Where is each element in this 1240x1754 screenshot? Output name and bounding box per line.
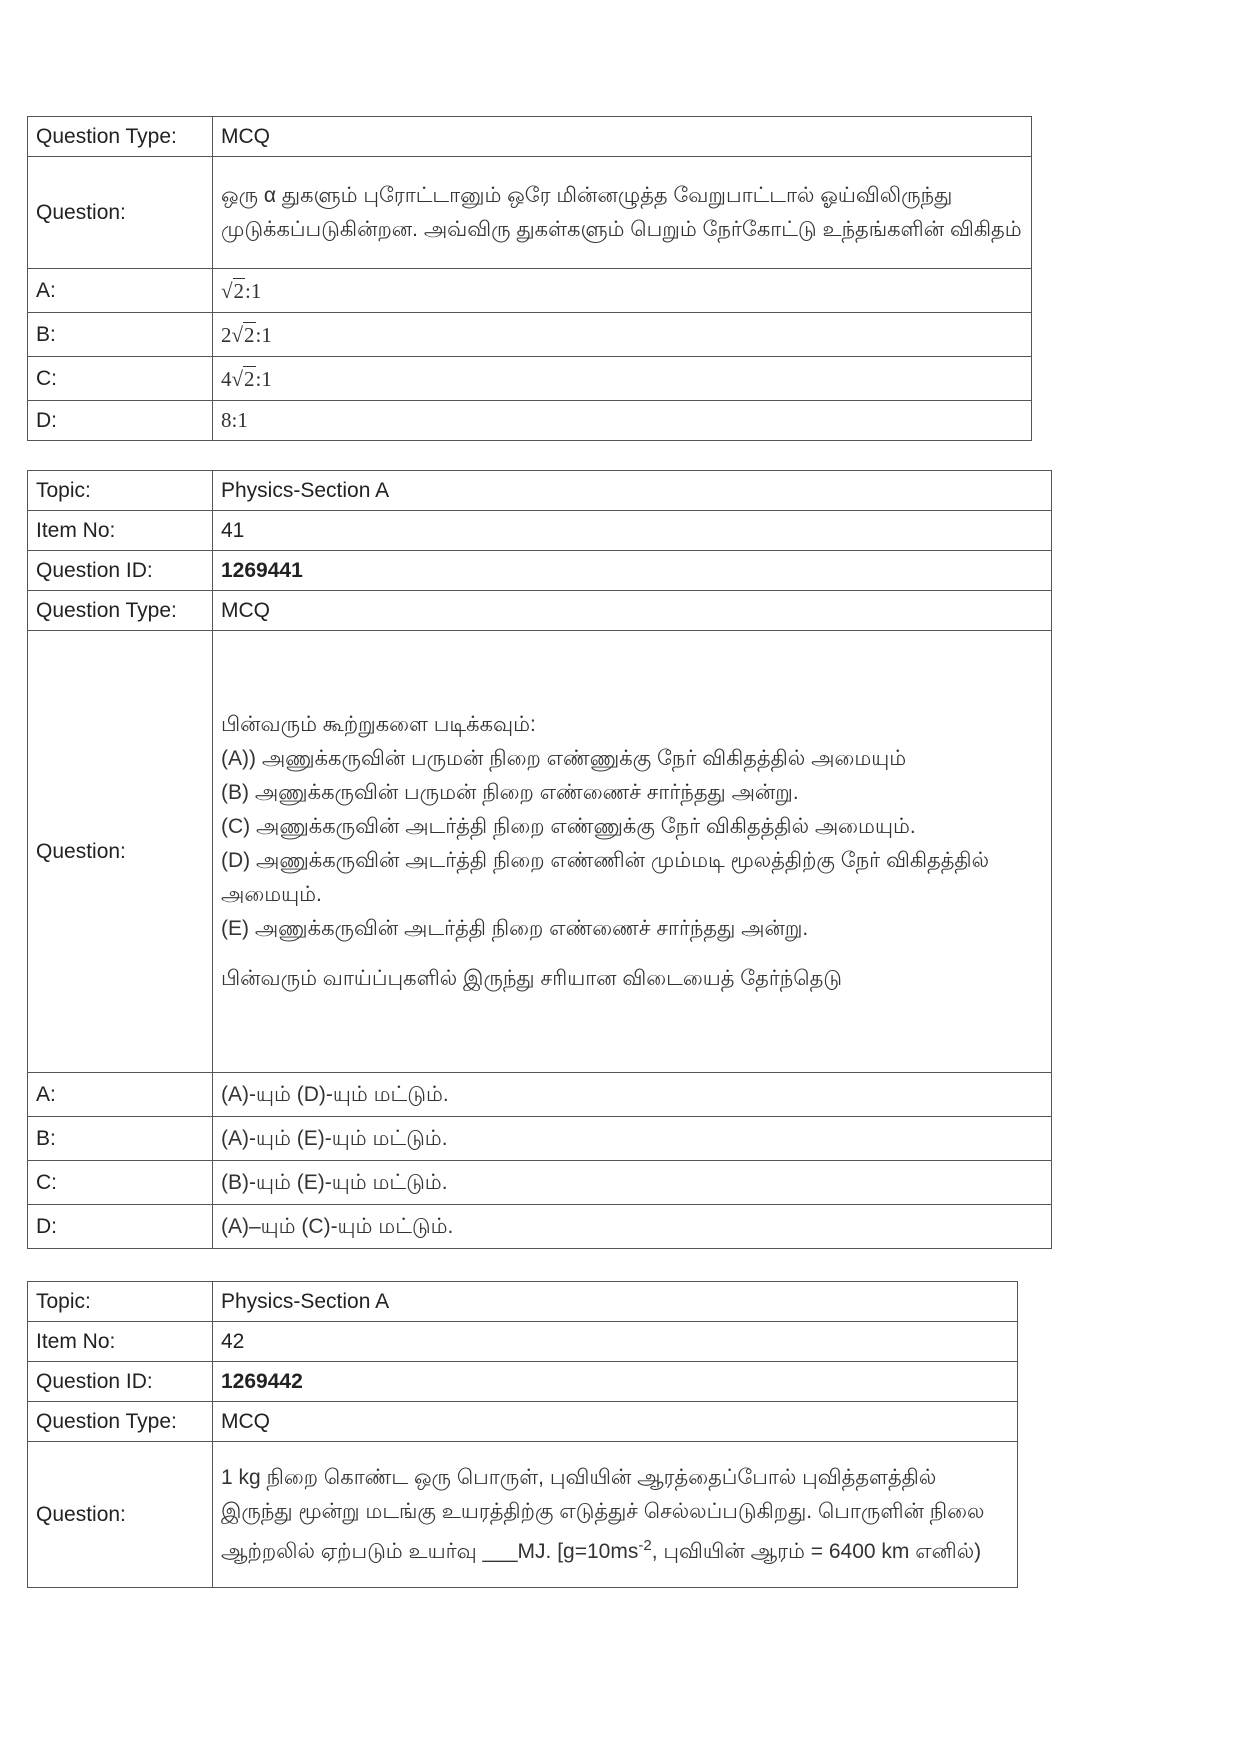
item-no-label: Item No: bbox=[28, 511, 213, 551]
option-b-label: B: bbox=[28, 313, 213, 357]
item-no-label: Item No: bbox=[28, 1322, 213, 1362]
option-a-text: (A)-யும் (D)-யும் மட்டும். bbox=[213, 1073, 1052, 1117]
question-id-label: Question ID: bbox=[28, 551, 213, 591]
question-label: Question: bbox=[28, 1442, 213, 1588]
question-id-bold: 1269441 bbox=[221, 558, 303, 582]
option-b-text: (A)-யும் (E)-யும் மட்டும். bbox=[213, 1117, 1052, 1161]
radicand: 2 bbox=[233, 278, 245, 303]
option-d-text: (A)–யும் (C)-யும் மட்டும். bbox=[213, 1205, 1052, 1249]
option-d-label: D: bbox=[28, 1205, 213, 1249]
question-tail: , புவியின் ஆரம் = 6400 km எனில்) bbox=[651, 1539, 982, 1563]
option-d-label: D: bbox=[28, 401, 213, 441]
question-type-label: Question Type: bbox=[28, 1402, 213, 1442]
question-label: Question: bbox=[28, 157, 213, 269]
ratio-rest: :1 bbox=[245, 278, 262, 303]
topic-value: Physics-Section A bbox=[213, 471, 1052, 511]
statement-c: (C) அணுக்கருவின் அடர்த்தி நிறை எண்ணுக்கு நேர் விகிதத்தில் அமையும். bbox=[221, 814, 916, 838]
question-instruction: பின்வரும் வாய்ப்புகளில் இருந்து சரியான விடையைத் தேர்ந்தெடு bbox=[221, 966, 843, 990]
question-type-value: MCQ bbox=[213, 1402, 1018, 1442]
question-id-bold: 1269442 bbox=[221, 1369, 303, 1393]
item-no-value: 41 bbox=[213, 511, 1052, 551]
statement-e: (E) அணுக்கருவின் அடர்த்தி நிறை எண்ணைச் சார்ந்தது அன்று. bbox=[221, 916, 809, 940]
exponent: -2 bbox=[638, 1536, 652, 1554]
question-id-value bbox=[213, 1362, 1018, 1402]
ratio-rest: :1 bbox=[255, 322, 272, 347]
option-a-text bbox=[213, 269, 1032, 313]
question-type-label: Question Type: bbox=[28, 591, 213, 631]
radicand: 2 bbox=[244, 322, 255, 347]
statement-d: (D) அணுக்கருவின் அடர்த்தி நிறை எண்ணின் மும்மடி மூலத்திற்கு நேர் விகிதத்தில் அமையும். bbox=[221, 848, 990, 906]
option-a-label: A: bbox=[28, 1073, 213, 1117]
radicand: 2 bbox=[244, 366, 255, 391]
question-text: ஒரு α துகளும் புரோட்டானும் ஒரே மின்னழுத்த வேறுபாட்டால் ஓய்விலிருந்து முடுக்கப்படுகின்றன. அவ்விரு துகள்களும் பெறும் நேர்கோட்டு உந்தங்களின் விகிதம் bbox=[213, 157, 1032, 269]
sqrt-sign: √ bbox=[231, 322, 244, 347]
statement-a: (A)) அணுக்கருவின் பருமன் நிறை எண்ணுக்கு நேர் விகிதத்தில் அமையும் bbox=[221, 746, 907, 770]
question-text bbox=[213, 631, 1052, 1073]
sqrt-sign: √ bbox=[231, 366, 244, 391]
coefficient: 2 bbox=[221, 322, 232, 347]
coefficient: 4 bbox=[221, 366, 232, 391]
option-c-label: C: bbox=[28, 1161, 213, 1205]
option-c-text: (B)-யும் (E)-யும் மட்டும். bbox=[213, 1161, 1052, 1205]
question-text bbox=[213, 1442, 1018, 1588]
option-c-text bbox=[213, 357, 1032, 401]
question-table-1 bbox=[27, 116, 1032, 441]
question-table-41 bbox=[27, 470, 1052, 1249]
topic-label: Topic: bbox=[28, 1282, 213, 1322]
question-label: Question: bbox=[28, 631, 213, 1073]
topic-value: Physics-Section A bbox=[213, 1282, 1018, 1322]
question-type-value: MCQ bbox=[213, 117, 1032, 157]
option-a-label: A: bbox=[28, 269, 213, 313]
option-b-text bbox=[213, 313, 1032, 357]
question-type-value: MCQ bbox=[213, 591, 1052, 631]
ratio-rest: :1 bbox=[255, 366, 272, 391]
question-id-label: Question ID: bbox=[28, 1362, 213, 1402]
question-table-42 bbox=[27, 1281, 1018, 1588]
statement-b: (B) அணுக்கருவின் பருமன் நிறை எண்ணைச் சார்ந்தது அன்று. bbox=[221, 780, 799, 804]
item-no-value: 42 bbox=[213, 1322, 1018, 1362]
statement-intro: பின்வரும் கூற்றுகளை படிக்கவும்: bbox=[221, 712, 536, 736]
question-type-label: Question Type: bbox=[28, 117, 213, 157]
question-id-value bbox=[213, 551, 1052, 591]
topic-label: Topic: bbox=[28, 471, 213, 511]
option-c-label: C: bbox=[28, 357, 213, 401]
sqrt-sign: √ bbox=[221, 278, 233, 303]
question-main: 1 kg நிறை கொண்ட ஒரு பொருள், புவியின் ஆரத்தைப்போல் புவித்தளத்தில் இருந்து மூன்று மடங்கு உயரத்திற்கு எடுத்துச் செல்லப்படுகிறது. பொருளின் நிலை ஆற்றலில் ஏற்படும் உயர்வு ___MJ. [g=10ms bbox=[221, 1465, 985, 1563]
option-d-text: 8:1 bbox=[213, 401, 1032, 441]
option-b-label: B: bbox=[28, 1117, 213, 1161]
